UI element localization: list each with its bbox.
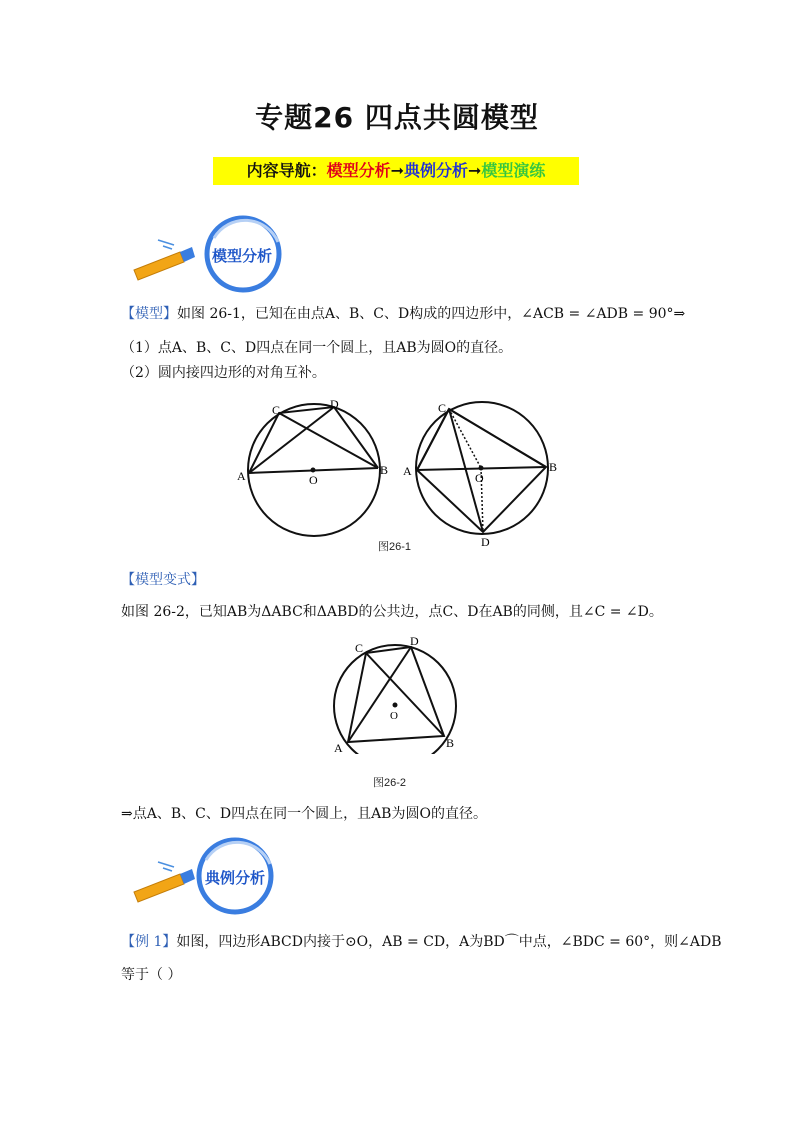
point-label-b: B xyxy=(380,463,389,477)
model-intro xyxy=(121,304,685,324)
nav-arrow-icon: ➞ xyxy=(468,161,482,180)
variant-tag: 【模型变式】 xyxy=(121,572,205,588)
section-badge-example-analysis xyxy=(128,834,290,916)
point-label-a: A xyxy=(237,469,246,483)
example-text: 如图，四边形ABCD内接于⊙O，AB = CD，A为BD⌒中点，∠BDC = 60°，则∠ADB xyxy=(176,934,722,950)
nav-item-model-analysis[interactable]: 模型分析 xyxy=(326,161,391,180)
nav-arrow-icon: ➞ xyxy=(390,161,404,180)
point-label-o: O xyxy=(309,473,318,487)
model-point-1: （1）点A、B、C、D四点在同一个圆上，且AB为圆O的直径。 xyxy=(121,340,513,356)
figure-26-2-caption: 图26-2 xyxy=(373,777,407,789)
model-tag: 【模型】 xyxy=(121,306,177,322)
nav-item-model-practice[interactable]: 模型演练 xyxy=(481,161,546,180)
point-label-c: C xyxy=(272,403,281,417)
point-label-d: D xyxy=(330,397,339,411)
point-label-c: C xyxy=(438,401,447,415)
variant-intro: 如图 26-2，已知AB为ΔABC和ΔABD的公共边，点C、D在AB的同侧，且∠C = ∠D。 xyxy=(121,604,663,620)
point-label-b: B xyxy=(549,460,558,474)
section-badge-model-analysis xyxy=(128,212,290,294)
example-1 xyxy=(121,932,722,952)
example-tag: 【例 1】 xyxy=(121,934,177,950)
point-label-a: A xyxy=(403,464,412,478)
badge-label: 模型分析 xyxy=(211,247,273,265)
point-label-d: D xyxy=(410,634,419,648)
point-label-a: A xyxy=(334,741,343,754)
pencil-icon xyxy=(134,240,195,280)
figure-26-1-right xyxy=(400,398,564,548)
example-1-continued: 等于（ ） xyxy=(121,967,182,983)
point-label-o: O xyxy=(475,471,484,485)
figure-26-1-left xyxy=(232,392,396,538)
variant-conclusion: ⇒点A、B、C、D四点在同一个圆上，且AB为圆O的直径。 xyxy=(121,806,487,822)
point-label-d: D xyxy=(481,535,490,548)
point-label-c: C xyxy=(355,641,364,655)
nav-item-example-analysis[interactable]: 典例分析 xyxy=(404,161,469,180)
model-point-2: （2）圆内接四边形的对角互补。 xyxy=(121,365,326,381)
point-label-b: B xyxy=(446,736,455,750)
point-label-o: O xyxy=(390,710,398,722)
nav-prefix: 内容导航： xyxy=(246,161,327,180)
content-navigation xyxy=(213,157,579,185)
badge-label: 典例分析 xyxy=(204,869,266,887)
figure-26-1-caption: 图26-1 xyxy=(378,541,412,553)
figure-26-2 xyxy=(326,634,466,754)
model-intro-text: 如图 26-1，已知在由点A、B、C、D构成的四边形中，∠ACB = ∠ADB = 90°⇒ xyxy=(177,306,686,322)
pencil-icon xyxy=(134,862,195,902)
page-title: 专题26 四点共圆模型 xyxy=(255,101,539,134)
